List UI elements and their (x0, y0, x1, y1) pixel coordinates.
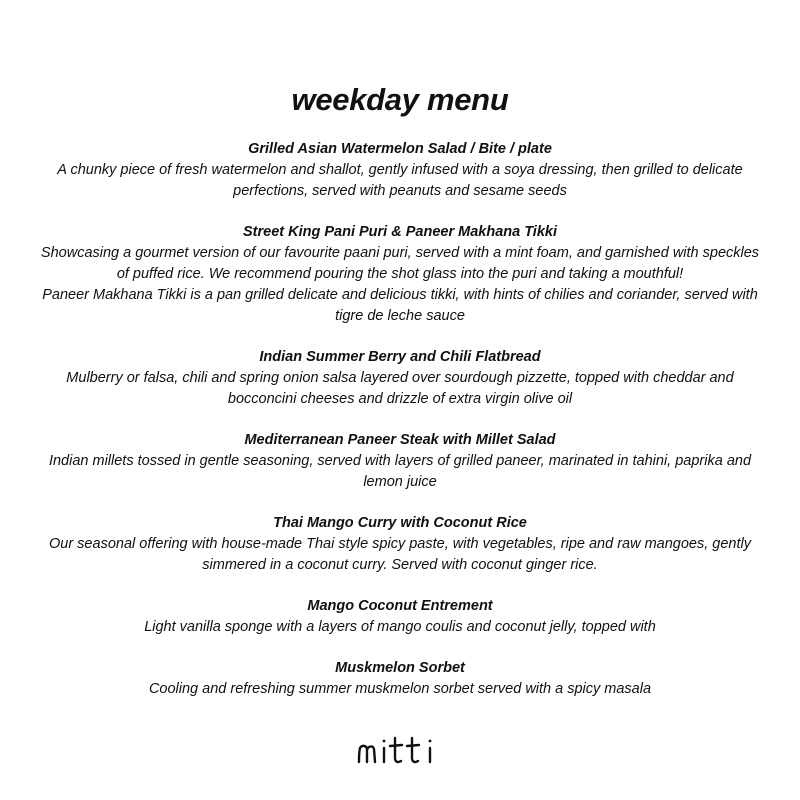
menu-item-description: Light vanilla sponge with a layers of mango coulis and coconut jelly, topped with (144, 619, 656, 635)
menu-item-description: Mulberry or falsa, chili and spring onion salsa layered over sourdough pizzette, topped with cheddar and bocconcini cheeses and drizzle of extra virgin olive oil (66, 370, 734, 407)
menu-item-name: Grilled Asian Watermelon Salad / Bite / plate (248, 141, 552, 157)
mitti-logo (355, 728, 447, 774)
menu-item-description: Showcasing a gourmet version of our favourite paani puri, served with a mint foam, and garnished with speckles of puffed rice. We recommend pouring the shot glass into the puri and taking a mouthful! (40, 245, 760, 282)
menu-item (40, 596, 760, 638)
menu-item (40, 347, 760, 410)
menu-item (40, 513, 760, 576)
menu-item-name: Indian Summer Berry and Chili Flatbread (259, 349, 541, 365)
menu-item-name: Street King Pani Puri & Paneer Makhana Tikki (242, 224, 557, 240)
menu-item-name: Thai Mango Curry with Coconut Rice (273, 515, 527, 531)
menu-item-description: A chunky piece of fresh watermelon and shallot, gently infused with a soya dressing, then grilled to delicate perfections, served with peanuts and sesame seeds (57, 162, 743, 199)
menu-item (40, 139, 760, 202)
menu-item-name: Mango Coconut Entrement (307, 598, 493, 614)
menu-item-description: Indian millets tossed in gentle seasoning, served with layers of grilled paneer, marinated in tahini, paprika and lemon juice (48, 453, 752, 490)
menu-item-description: Paneer Makhana Tikki is a pan grilled delicate and delicious tikki, with hints of chilies and coriander, served with tigre de leche sauce (42, 287, 758, 324)
menu-item (40, 658, 760, 700)
menu-item-description: Our seasonal offering with house-made Thai style spicy paste, with vegetables, ripe and raw mangoes, gently simmered in a coconut curry. Served with coconut ginger rice. (48, 536, 751, 573)
menu-item-description: Cooling and refreshing summer muskmelon sorbet served with a spicy masala (148, 681, 652, 697)
menu-item (40, 430, 760, 493)
menu-title: weekday menu (291, 82, 509, 117)
menu-item-name: Muskmelon Sorbet (335, 660, 465, 676)
menu-items (40, 139, 760, 720)
menu-item-name: Mediterranean Paneer Steak with Millet Salad (244, 432, 556, 448)
menu-item (40, 222, 760, 327)
